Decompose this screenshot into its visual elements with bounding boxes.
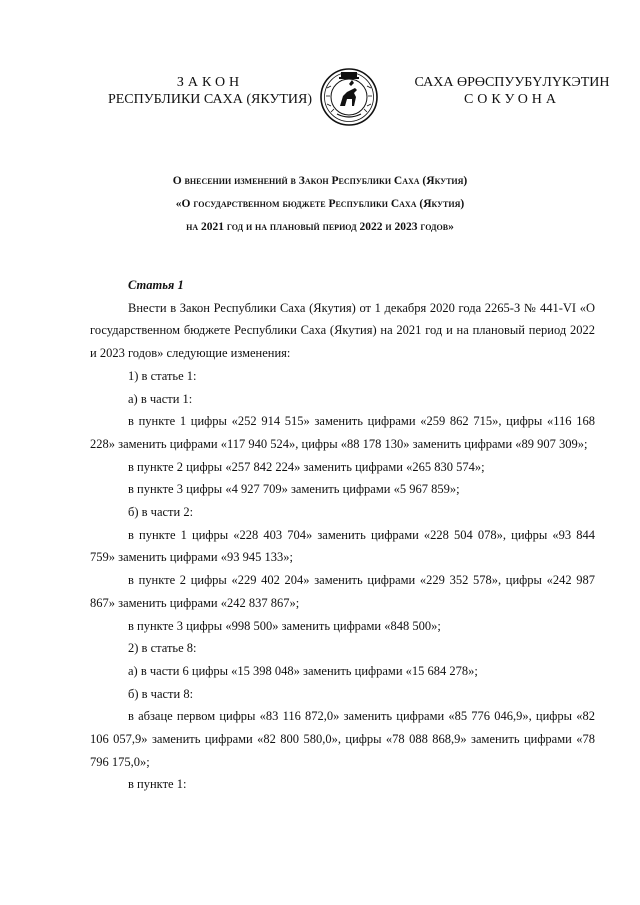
article-heading: Статья 1 xyxy=(128,278,184,292)
paragraph: 2) в статье 8: xyxy=(128,641,197,656)
paragraph: в пункте 1 цифры «252 914 515» заменить цифрами «259 862 715», цифры «116 168 228» заменить цифрами «117 940 524», цифры «88 178 130» заменить цифрами «89 907 309»; xyxy=(90,414,595,451)
paragraph: в абзаце первом цифры «83 116 872,0» заменить цифрами «85 776 046,9», цифры «82 106 057,9» заменить цифрами «82 800 580,0», цифры «78 088 868,9» заменить цифрами «78 796 175,0»; xyxy=(90,709,595,769)
paragraph: б) в части 2: xyxy=(128,505,194,520)
paragraph: б) в части 8: xyxy=(128,686,194,701)
document-title xyxy=(90,170,550,239)
paragraph: а) в части 6 цифры «15 398 048» заменить цифрами «15 684 278»; xyxy=(128,663,478,678)
law-header xyxy=(0,66,640,146)
paragraph: 1) в статье 1: xyxy=(128,368,197,383)
title-line3: на 2021 год и на плановый период 2022 и 2023 годов» xyxy=(186,221,454,233)
paragraph: в пункте 3 цифры «998 500» заменить цифрами «848 500»; xyxy=(128,618,441,633)
paragraph-intro: Внести в Закон Республики Саха (Якутия) от 1 декабря 2020 года 2265-З № 441-VI «О государственном бюджете Республики Саха (Якутия) на 2021 год и на плановый период 2022 и 2023 годов» следующие изменения: xyxy=(90,300,595,361)
header-left-line1: ЗАКОН xyxy=(176,75,244,90)
paragraph: в пункте 3 цифры «4 927 709» заменить цифрами «5 967 859»; xyxy=(128,482,460,497)
title-line1: О внесении изменений в Закон Республики Саха (Якутия) xyxy=(172,175,468,187)
article-body xyxy=(90,274,595,796)
paragraph: в пункте 2 цифры «229 402 204» заменить цифрами «229 352 578», цифры «242 987 867» заменить цифрами «242 837 867»; xyxy=(90,573,595,610)
coat-of-arms-emblem-icon xyxy=(319,66,379,128)
title-line2: «О государственном бюджете Республики Саха (Якутия) xyxy=(175,198,465,210)
paragraph: в пункте 1 цифры «228 403 704» заменить цифрами «228 504 078», цифры «93 844 759» заменить цифрами «93 945 133»; xyxy=(90,527,595,565)
header-right-line1: САХА ӨРӨСПУУБҮЛҮКЭТИН xyxy=(414,75,610,90)
paragraph: в пункте 1: xyxy=(128,777,187,792)
header-right-line2: СОКУОНА xyxy=(463,92,561,107)
header-left-line2: РЕСПУБЛИКИ САХА (ЯКУТИЯ) xyxy=(107,92,313,107)
header-left xyxy=(100,74,320,108)
paragraph: а) в части 1: xyxy=(128,391,193,406)
header-right xyxy=(402,74,622,108)
paragraph: в пункте 2 цифры «257 842 224» заменить цифрами «265 830 574»; xyxy=(128,459,485,474)
